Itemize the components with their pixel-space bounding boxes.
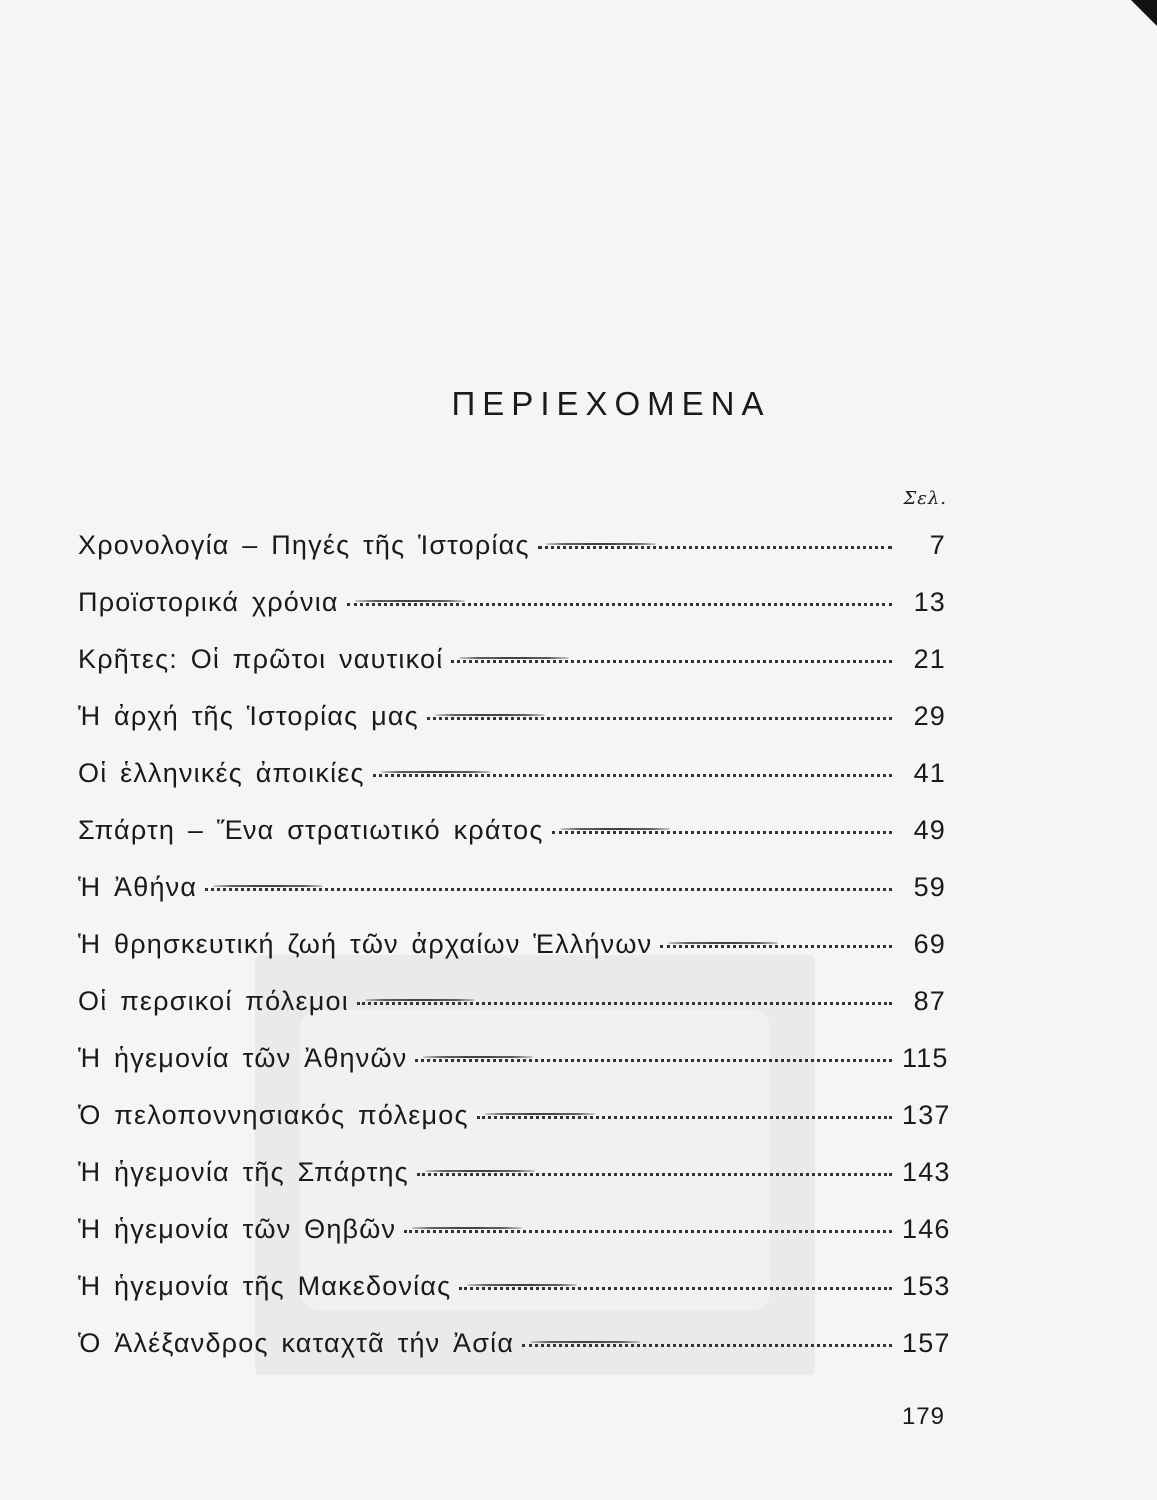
dot-leader (552, 830, 892, 834)
toc-entry-page: 41 (913, 758, 946, 788)
dot-leader (427, 716, 892, 720)
toc-entry-page: 137 (902, 1100, 951, 1130)
toc-entry (78, 1328, 951, 1385)
dot-leader (347, 602, 892, 606)
corner-mark (1131, 0, 1157, 26)
page-column-label: Σελ. (903, 488, 947, 509)
toc-entry (78, 587, 946, 644)
toc-entry-page: 29 (913, 701, 946, 731)
toc-entry (78, 758, 946, 815)
dot-leader (357, 1001, 892, 1005)
toc-entry-page: 49 (913, 815, 946, 845)
toc-entry-title: Χρονολογία – Πηγές τῆς Ἱστορίας (78, 530, 530, 560)
toc-entry (78, 815, 946, 872)
toc-entry (78, 872, 946, 929)
toc-entry-page: 7 (929, 530, 946, 560)
toc-entry-page: 146 (902, 1214, 951, 1244)
dot-leader (451, 659, 892, 663)
table-of-contents (78, 530, 951, 1385)
toc-entry-title: Ἡ ἡγεμονία τῶν Ἀθηνῶν (78, 1043, 408, 1073)
toc-entry-page: 153 (902, 1271, 951, 1301)
toc-entry-title: Ἡ θρησκευτική ζωή τῶν ἀρχαίων Ἑλλήνων (78, 929, 653, 959)
dot-leader (404, 1229, 892, 1233)
dot-leader (459, 1286, 892, 1290)
toc-entry (78, 1100, 951, 1157)
toc-entry-page: 87 (913, 986, 946, 1016)
dot-leader (415, 1058, 892, 1062)
toc-entry-title: Οἱ ἑλληνικές ἀποικίες (78, 758, 365, 788)
toc-entry-title: Οἱ περσικοί πόλεμοι (78, 986, 349, 1016)
toc-entry (78, 1043, 949, 1100)
toc-entry-page: 59 (913, 872, 946, 902)
dot-leader (417, 1172, 892, 1176)
toc-entry-title: Κρῆτες: Οἱ πρῶτοι ναυτικοί (78, 644, 444, 674)
toc-entry-page: 21 (913, 644, 946, 674)
toc-entry (78, 530, 946, 587)
page-title: ΠΕΡΙΕΧΟΜΕΝΑ (451, 385, 771, 422)
dot-leader (522, 1343, 892, 1347)
page-number: 179 (901, 1403, 945, 1430)
toc-entry-title: Ὁ Ἀλέξανδρος καταχτᾶ τήν Ἀσία (78, 1328, 515, 1358)
dot-leader (660, 944, 892, 948)
dot-leader (373, 773, 892, 777)
toc-entry-page: 115 (902, 1043, 949, 1073)
toc-entry (78, 986, 946, 1043)
toc-entry (78, 644, 946, 701)
toc-entry-title: Ἡ ἡγεμονία τῆς Σπάρτης (78, 1157, 409, 1187)
toc-entry-title: Ἡ ἡγεμονία τῆς Μακεδονίας (78, 1271, 452, 1301)
dot-leader (477, 1115, 892, 1119)
toc-entry-page: 157 (902, 1328, 951, 1358)
toc-entry-title: Προϊστορικά χρόνια (78, 587, 339, 617)
toc-entry-page: 143 (902, 1157, 951, 1187)
toc-entry-title: Ἡ ἀρχή τῆς Ἱστορίας μας (78, 701, 419, 731)
toc-entry (78, 1157, 951, 1214)
toc-entry-title: Ὁ πελοποννησιακός πόλεμος (78, 1100, 469, 1130)
toc-entry (78, 1214, 951, 1271)
toc-entry-page: 69 (913, 929, 946, 959)
dot-leader (538, 545, 892, 549)
toc-entry-title: Ἡ ἡγεμονία τῶν Θηβῶν (78, 1214, 397, 1244)
toc-entry-title: Ἡ Ἀθήνα (78, 872, 198, 902)
toc-entry (78, 929, 946, 986)
toc-entry (78, 701, 946, 758)
toc-entry-page: 13 (913, 587, 946, 617)
dot-leader (205, 887, 892, 891)
toc-entry-title: Σπάρτη – Ἕνα στρατιωτικό κράτος (78, 815, 544, 845)
toc-entry (78, 1271, 951, 1328)
